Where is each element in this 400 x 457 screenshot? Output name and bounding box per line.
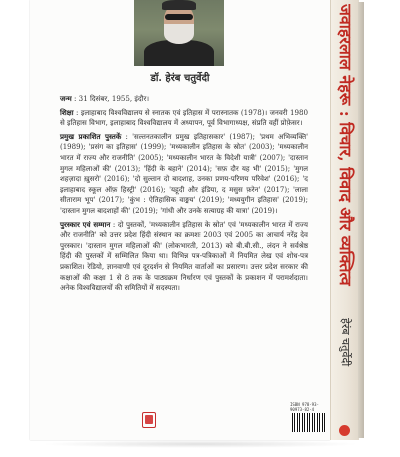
book-shadow [40,440,360,448]
bio-education-label: शिक्षा [60,107,74,117]
spine-author: हेरंब चतुर्वेदी [339,318,352,367]
bio-awards [60,220,308,294]
bio-awards-label: पुरस्कार एवं सम्मान [60,219,111,229]
barcode-icon [292,413,326,432]
bio-birth-label: जन्म [60,94,72,103]
spine-title: जवाहरलाल नेहरू : विचार, विवाद और व्यक्तित्व [336,4,355,286]
bio-works-text: : 'सल्तनतकालीन प्रमुख इतिहासकार' (1987); 'प्रथम अभिव्यक्ति' (1989); 'प्रसंग का इतिहास' (1999); 'मध्यकालीन इतिहास के स्रोत' (2003); 'मध्यकालीन भारत में राज्य और राजनीति' (2005); 'मध्यकालीन भारत के विदेशी यात्री' (2007); 'दास्तान मुगल महिलाओं की' (2013); 'हिंदी के बहाने' (2014); 'सफ़ दौर यह भी' (2015); 'मुगल शहज़ादा ख़ुसरो' (2016); 'दो सुल्तान दो बादशाह, उनका प्रणय-परिणय परिवेश' (2016); 'द इलाहाबाद स्कूल ऑफ़ हिस्ट्री' (2016); 'यहूदी और इंडिया, द मसुस फ़रेन' (2017); 'लाला सीताराम भूप' (2017); 'कुंभ : ऐतिहासिक वाङ्मय' (2019); 'मध्ययुगीन इतिहास' (2019); 'दास्तान मुगल बादशाहों की' (2019); 'गांधी और उनके सत्याग्रह की यात्रा' (2019)। [60,132,309,215]
author-photo [134,0,224,66]
bio-works-label: प्रमुख प्रकाशित पुस्तकें [60,131,122,141]
author-photo-beard [164,24,194,44]
barcode-area [290,402,328,432]
bio-education-text: : इलाहाबाद विश्वविद्यालय से स्नातक एवं इतिहास में परास्नातक (1978)। जनवरी 1980 से इतिहास विभाग, इलाहाबाद विश्वविद्यालय में अध्यापन, पूर्व विभागाध्यक्ष, संप्रति वहीं प्रोफ़ेसर। [60,107,308,128]
author-bio [60,94,308,297]
author-photo-glasses [165,14,193,20]
bio-birth [60,94,308,105]
book-back-cover [30,0,330,440]
publisher-spine-logo-icon [339,425,350,436]
bio-education [60,108,308,129]
author-photo-hat [162,0,196,10]
book-spine [330,0,359,440]
bio-birth-text: : 31 दिसंबर, 1955, इंदौर। [74,94,150,103]
book-page-edge [358,2,364,438]
bio-works [60,132,308,217]
bio-awards-text: : दो पुस्तकों, 'मध्यकालीन इतिहास के स्रोत' एवं 'मध्यकालीन भारत में राज्य और राजनीति' को उत्तर प्रदेश हिंदी संस्थान का क्रमशः 2003 एवं 2005 का आचार्य नरेंद्र देव पुरस्कार। 'दास्तान मुगल महिलाओं की' (लोकभारती, 2013) को बी.बी.सी., लंदन ने सर्वश्रेष्ठ हिंदी की पुस्तकों में सम्मिलित किया था। विभिन्न पत्र-पत्रिकाओं में नियमित लेख एवं शोध-पत्र प्रकाशित। रेडियो, ज्ञानवाणी एवं दूरदर्शन से नियमित वार्ताओं का प्रसारण। उत्तर प्रदेश सरकार की कक्षाओं की कक्षा 1 से 8 तक के पाठ्यक्रम निर्धारण एवं पुस्तकों के प्रकाशन में परामर्शदाता। अनेक विश्वविद्यालयों की समितियों में सदस्यता। [60,219,308,293]
publisher-logo-icon [142,412,156,428]
author-name: डॉ. हेरंब चतुर्वेदी [150,73,210,84]
isbn-text: ISBN 978-93-90973-82-4 [290,402,319,412]
